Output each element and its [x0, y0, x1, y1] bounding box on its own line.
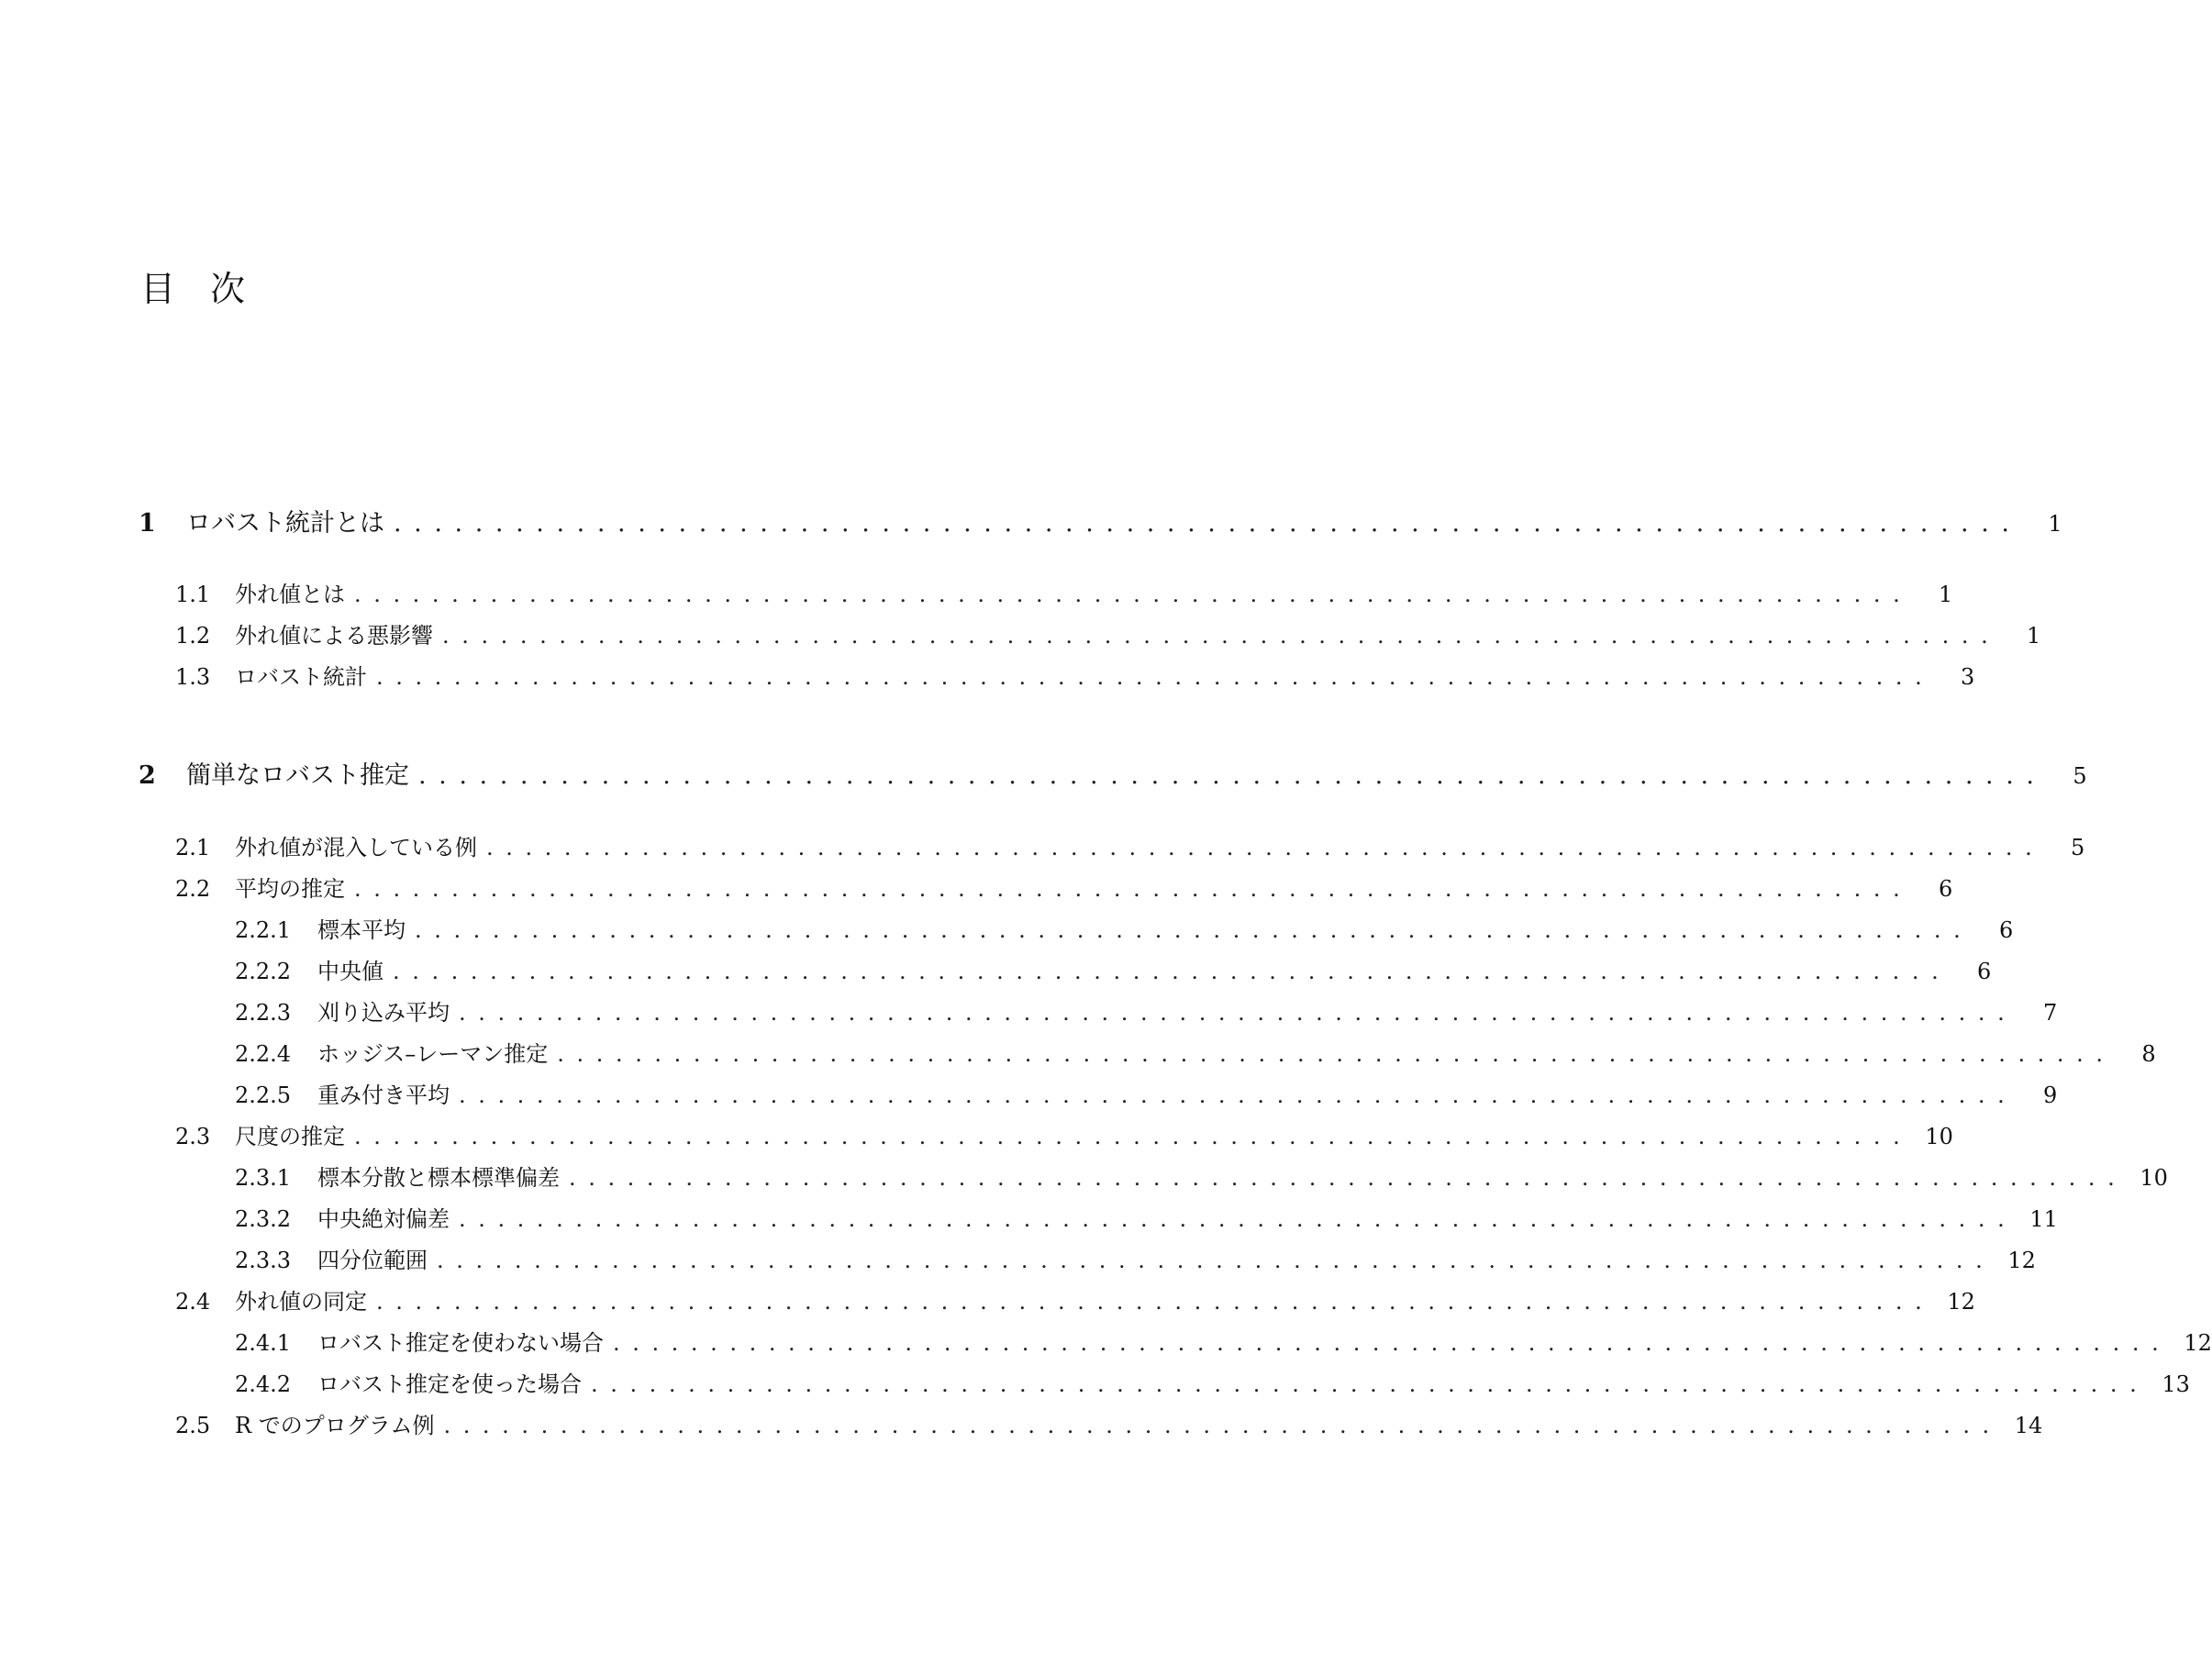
- toc-dot-leader: ................................................................................: [354, 582, 1913, 607]
- toc-entry-page: 6: [1939, 876, 1953, 902]
- toc-entry-label: 標本分散と標本標準偏差: [317, 1165, 560, 1191]
- toc-entry-label: 外れ値による悪影響: [235, 623, 433, 649]
- toc-entry-label: 外れ値が混入している例: [235, 835, 477, 860]
- toc-dot-leader: ................................................................................: [354, 1124, 1913, 1149]
- toc-title: 目次: [140, 269, 281, 309]
- toc-entry-2-3-3[interactable]: [235, 1242, 2036, 1274]
- toc-entry-2-4[interactable]: [175, 1283, 1975, 1315]
- toc-entry-page: 14: [2014, 1413, 2043, 1438]
- toc-entry-page: 12: [2184, 1330, 2212, 1356]
- toc-dot-leader: ................................................................................: [459, 1206, 2017, 1232]
- toc-entry-label: 中央絶対偏差: [317, 1206, 450, 1232]
- toc-entry-2-3[interactable]: [175, 1118, 1953, 1150]
- toc-entry-2-2-2[interactable]: [235, 953, 1992, 985]
- toc-entry-number: 2.2.5: [235, 1082, 292, 1108]
- toc-dot-leader: ................................................................................: [376, 664, 1935, 690]
- toc-entry-2-5[interactable]: [175, 1407, 2043, 1439]
- toc-entry-1-1[interactable]: [175, 576, 1953, 608]
- toc-entry-page: 8: [2141, 1041, 2156, 1067]
- toc-entry-number: 1.3: [175, 664, 211, 690]
- toc-entry-number: 2.2.1: [235, 917, 292, 943]
- toc-entry-number: 2.2.3: [235, 1000, 292, 1026]
- toc-dot-leader: ................................................................................: [354, 876, 1913, 902]
- toc-entry-page: 6: [1999, 917, 2014, 943]
- toc-entry-number: 2.4.2: [235, 1371, 292, 1397]
- toc-entry-label: 四分位範囲: [317, 1248, 428, 1273]
- toc-entry-number: 2.1: [175, 835, 211, 860]
- toc-entry-number: 1.1: [175, 582, 211, 607]
- toc-dot-leader: ................................................................................: [569, 1165, 2128, 1191]
- toc-entry-2-4-2[interactable]: [235, 1366, 2190, 1398]
- toc-entry-label: 外れ値とは: [235, 582, 345, 607]
- toc-entry-number: 2.5: [175, 1413, 211, 1438]
- toc-entry-page: 1: [1939, 582, 1953, 607]
- toc-entry-number: 2.4.1: [235, 1330, 292, 1356]
- toc-entry-label: 標本平均: [317, 917, 406, 943]
- toc-entry-2-2-4[interactable]: [235, 1036, 2156, 1068]
- toc-dot-leader: ................................................................................: [591, 1371, 2150, 1397]
- toc-dot-leader: ................................................................................: [437, 1248, 1995, 1273]
- toc-entry-label: ロバスト統計とは: [186, 509, 384, 538]
- toc-dot-leader: ................................................................................: [557, 1041, 2116, 1067]
- toc-entry-label: ロバスト統計: [235, 664, 367, 690]
- toc-dot-leader: ................................................................................: [443, 1413, 2002, 1438]
- toc-entry-page: 9: [2043, 1082, 2058, 1108]
- toc-entry-page: 6: [1977, 959, 1992, 984]
- toc-dot-leader: ................................................................................: [486, 835, 2045, 860]
- toc-entry-2-2-5[interactable]: [235, 1077, 2058, 1109]
- toc-entry-number: 2.2.4: [235, 1041, 292, 1067]
- toc-dot-leader: ................................................................................: [394, 509, 2022, 538]
- toc-entry-number: 2.2: [175, 876, 211, 902]
- toc-entry-number: 2.3.1: [235, 1165, 292, 1191]
- toc-dot-leader: ................................................................................: [613, 1330, 2172, 1356]
- toc-entry-number: 2.3.2: [235, 1206, 292, 1232]
- toc-entry-2-3-1[interactable]: [235, 1160, 2168, 1192]
- toc-entry-label: 重み付き平均: [317, 1082, 450, 1108]
- toc-entry-number: 1.2: [175, 623, 211, 649]
- toc-entry-label: 平均の推定: [235, 876, 345, 902]
- toc-dot-leader: ................................................................................: [442, 623, 2001, 649]
- toc-entry-2-3-2[interactable]: [235, 1201, 2058, 1233]
- toc-entry-label: R でのプログラム例: [235, 1413, 435, 1438]
- toc-entry-label: 外れ値の同定: [235, 1289, 367, 1315]
- toc-dot-leader: ................................................................................: [459, 1000, 2017, 1026]
- toc-entry-number: 2.4: [175, 1289, 211, 1315]
- toc-entry-page: 5: [2071, 835, 2085, 860]
- toc-entry-page: 7: [2043, 1000, 2058, 1026]
- toc-entry-page: 11: [2029, 1206, 2058, 1232]
- toc-entry-page: 5: [2073, 763, 2087, 789]
- toc-entry-2-2-3[interactable]: [235, 994, 2058, 1027]
- toc-entry-page: 13: [2162, 1371, 2190, 1397]
- toc-entry-page: 10: [1925, 1124, 1953, 1149]
- toc-entry-page: 12: [2007, 1248, 2036, 1273]
- toc-entry-label: 中央値: [317, 959, 383, 984]
- toc-entry-label: ホッジス–レーマン推定: [317, 1041, 549, 1067]
- toc-dot-leader: ................................................................................: [459, 1082, 2017, 1108]
- toc-entry-1-2[interactable]: [175, 617, 2041, 649]
- toc-dot-leader: ................................................................................: [376, 1289, 1935, 1315]
- toc-entry-1[interactable]: [139, 503, 2062, 538]
- toc-entry-number: 2.3: [175, 1124, 211, 1149]
- toc-dot-leader: ................................................................................: [393, 959, 1951, 984]
- toc-entry-label: ロバスト推定を使わない場合: [317, 1330, 604, 1356]
- toc-entry-number: 2.3.3: [235, 1248, 292, 1273]
- toc-entry-2-1[interactable]: [175, 829, 2085, 861]
- toc-dot-leader: ................................................................................: [418, 761, 2047, 790]
- toc-entry-label: 尺度の推定: [235, 1124, 345, 1149]
- toc-entry-2-2[interactable]: [175, 871, 1953, 903]
- toc-entry-label: 簡単なロバスト推定: [186, 761, 409, 790]
- toc-entry-page: 10: [2140, 1165, 2168, 1191]
- toc-entry-page: 3: [1961, 664, 1975, 690]
- toc-entry-2[interactable]: [139, 755, 2087, 791]
- toc-entry-number: 2: [139, 761, 156, 790]
- toc-entry-page: 12: [1947, 1289, 1975, 1315]
- toc-entry-label: 刈り込み平均: [317, 1000, 450, 1026]
- toc-entry-label: ロバスト推定を使った場合: [317, 1371, 582, 1397]
- toc-entry-page: 1: [2048, 511, 2062, 537]
- toc-entry-1-3[interactable]: [175, 659, 1975, 691]
- toc-entry-2-2-1[interactable]: [235, 912, 2014, 944]
- toc-dot-leader: ................................................................................: [415, 917, 1973, 943]
- toc-entry-number: 2.2.2: [235, 959, 292, 984]
- toc-entry-2-4-1[interactable]: [235, 1325, 2212, 1357]
- toc-entry-number: 1: [139, 509, 156, 538]
- toc-entry-page: 1: [2027, 623, 2041, 649]
